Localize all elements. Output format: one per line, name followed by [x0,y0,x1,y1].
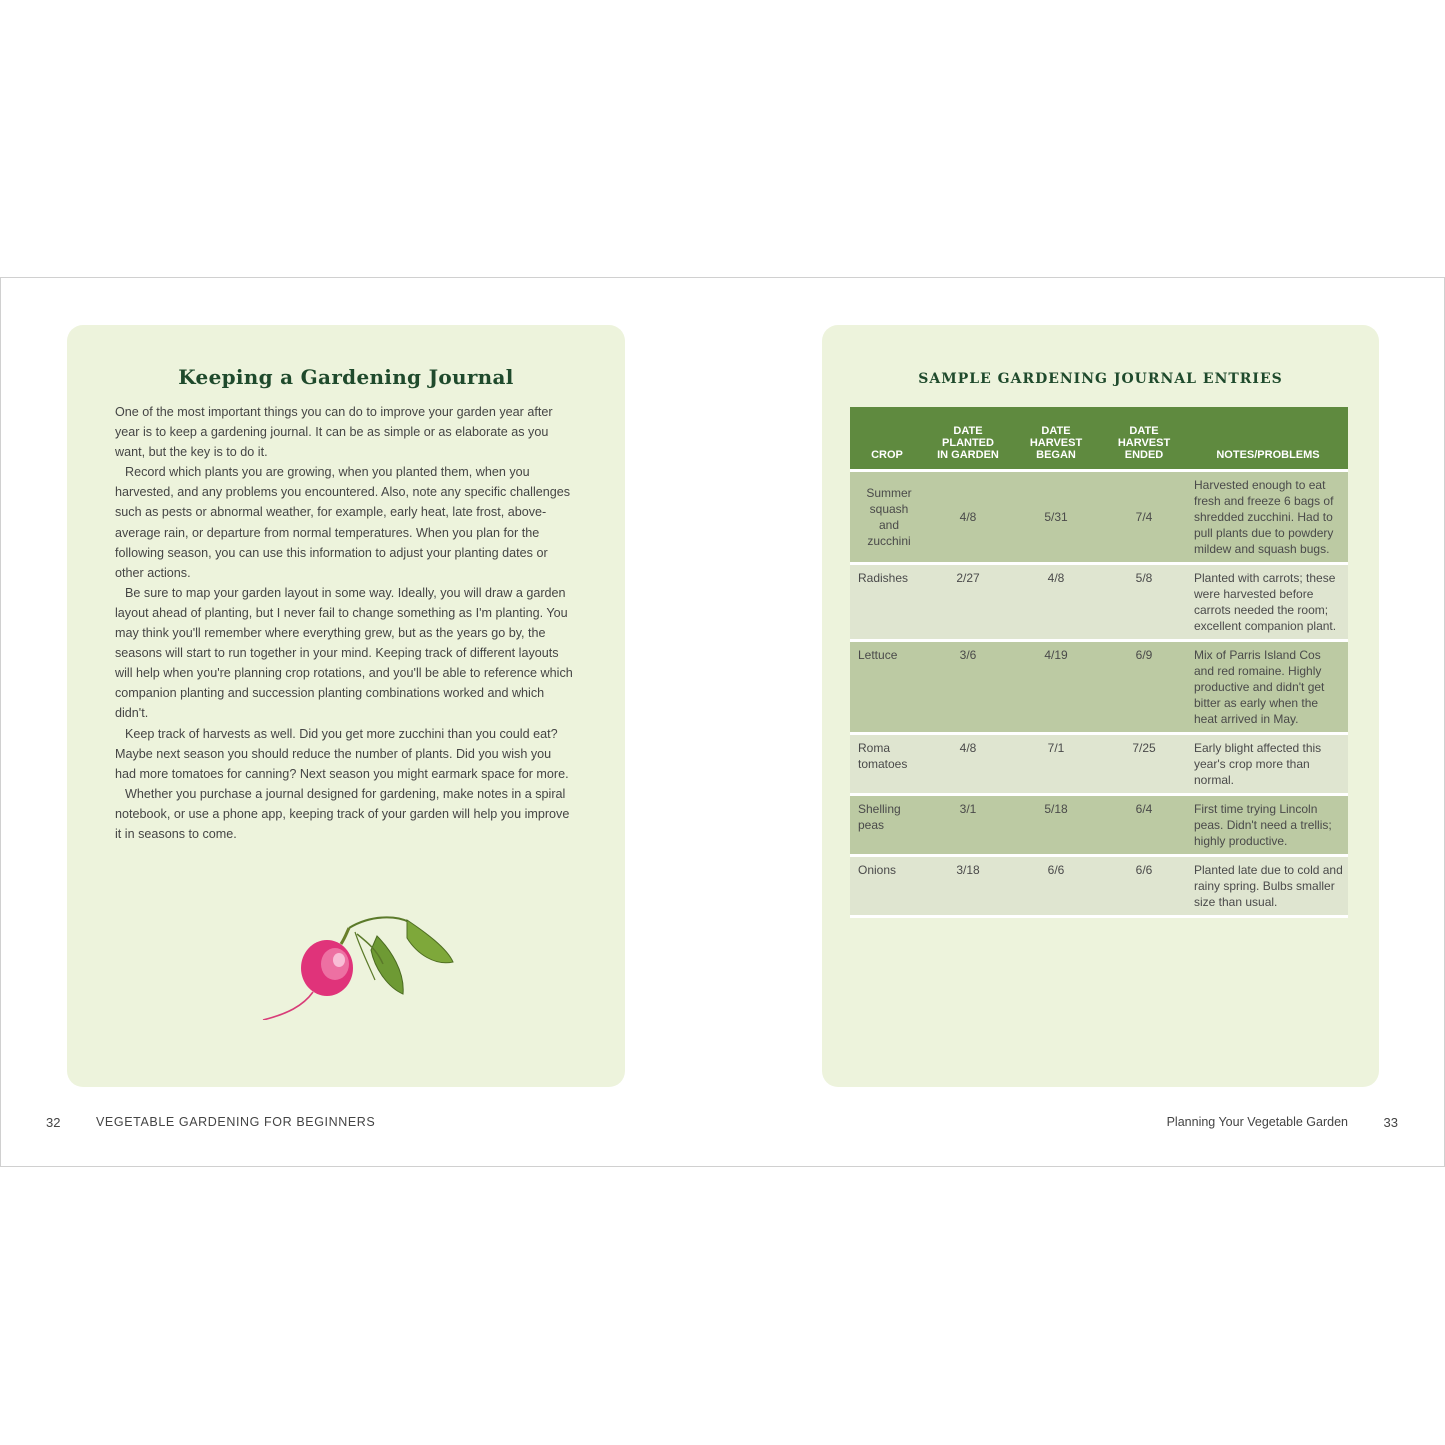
cell-began: 4/19 [1012,641,1100,734]
cell-began: 5/18 [1012,795,1100,856]
cell-planted: 4/8 [924,734,1012,795]
cell-notes: First time trying Lincoln peas. Didn't need a trellis; highly productive. [1188,795,1348,856]
cell-began: 4/8 [1012,564,1100,641]
cell-planted: 3/6 [924,641,1012,734]
cell-began: 5/31 [1012,471,1100,564]
journal-table [850,407,1348,918]
table-header-row [850,407,1348,471]
cell-planted: 3/18 [924,856,1012,917]
cell-notes: Harvested enough to eat fresh and freeze 6 bags of shredded zucchini. Had to pull plants due to powdery mildew and squash bugs. [1188,471,1348,564]
radish-illustration [257,910,457,1020]
article-title: Keeping a Gardening Journal [178,365,514,389]
left-panel [67,325,625,1087]
paragraph-4: Keep track of harvests as well. Did you get more zucchini than you could eat? Maybe next season you should reduce the number of plants. Did you wish you had more tomatoes for canning? Next season you might earmark space for more. [115,726,569,781]
paragraph-1: One of the most important things you can do to improve your garden year after year is to keep a gardening journal. It can be as simple or as elaborate as you want, but the key is to do it. [115,405,553,460]
table-title: SAMPLE GARDENING JOURNAL ENTRIES [918,371,1283,387]
table-row [850,795,1348,856]
cell-began: 7/1 [1012,734,1100,795]
cell-ended: 6/6 [1100,856,1188,917]
table-row [850,471,1348,564]
cell-crop: Summer squash and zucchini [850,471,924,564]
running-title-left: VEGETABLE GARDENING FOR BEGINNERS [96,1115,376,1129]
header-harvest-began: DATE HARVEST BEGAN [1012,407,1100,471]
right-panel [822,325,1379,1087]
running-title-right: Planning Your Vegetable Garden [1166,1115,1348,1129]
header-date-planted: DATE PLANTED IN GARDEN [924,407,1012,471]
paragraph-3: Be sure to map your garden layout in some way. Ideally, you will draw a garden layout ahead of planting, but I never fail to change something as I'm planting. You may think you'll remember where everything grew, but as the years go by, the seasons will start to run together in your mind. Keeping track of different layouts will help when you're planning crop rotations, and you'll be able to reference which companion planting and succession planting combinations worked and which didn't. [115,585,573,721]
cell-crop: Onions [850,856,924,917]
cell-crop: Lettuce [850,641,924,734]
cell-ended: 7/25 [1100,734,1188,795]
article-body [115,402,575,844]
cell-ended: 5/8 [1100,564,1188,641]
page-number-left: 32 [46,1115,61,1130]
paragraph-2: Record which plants you are growing, when you planted them, when you harvested, and any problems you encountered. Also, note any specific challenges such as pests or abnormal weather, for example, early heat, late frost, above-average rain, or departure from normal temperatures. When you plan for the following season, you can use this information to adjust your planting dates or other actions. [115,465,571,580]
paragraph-5: Whether you purchase a journal designed for gardening, make notes in a spiral notebook, or use a phone app, keeping track of your garden will help you improve it in seasons to come. [115,786,570,841]
page-number-right: 33 [1383,1115,1398,1130]
cell-planted: 3/1 [924,795,1012,856]
cell-notes: Planted late due to cold and rainy spring. Bulbs smaller size than usual. [1188,856,1348,917]
cell-ended: 6/9 [1100,641,1188,734]
header-harvest-ended: DATE HARVEST ENDED [1100,407,1188,471]
table-row [850,734,1348,795]
cell-ended: 6/4 [1100,795,1188,856]
header-crop: CROP [850,407,924,471]
cell-notes: Planted with carrots; these were harvested before carrots needed the room; excellent companion plant. [1188,564,1348,641]
cell-crop: Shelling peas [850,795,924,856]
cell-planted: 2/27 [924,564,1012,641]
cell-ended: 7/4 [1100,471,1188,564]
book-spread [0,277,1445,1167]
cell-planted: 4/8 [924,471,1012,564]
cell-crop: Radishes [850,564,924,641]
cell-notes: Early blight affected this year's crop more than normal. [1188,734,1348,795]
header-notes: NOTES/PROBLEMS [1188,407,1348,471]
cell-began: 6/6 [1012,856,1100,917]
cell-crop: Roma tomatoes [850,734,924,795]
table-row [850,564,1348,641]
table-row [850,856,1348,917]
table-row [850,641,1348,734]
cell-notes: Mix of Parris Island Cos and red romaine. Highly productive and didn't get bitter as early when the heat arrived in May. [1188,641,1348,734]
